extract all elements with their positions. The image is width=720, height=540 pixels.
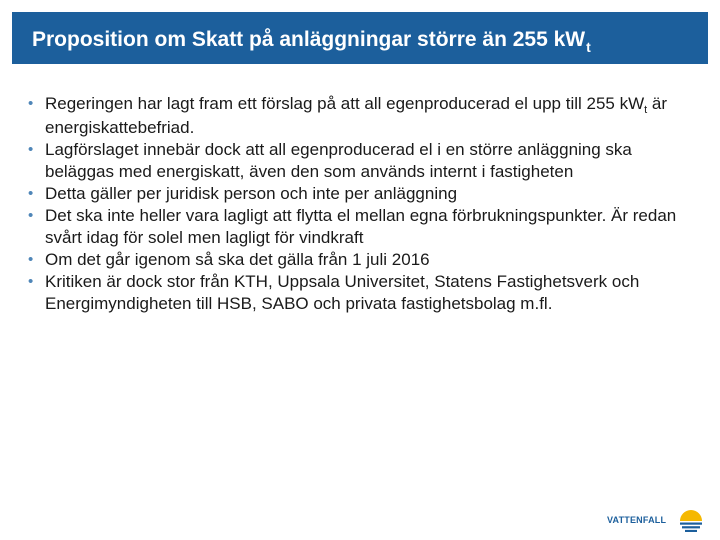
bullet-icon: •	[28, 273, 34, 290]
bullet-icon: •	[28, 95, 34, 112]
bullet-item: • Regeringen har lagt fram ett förslag på att all egenproducerad el upp till 255 $kW_t$ är energiskattebefriad.	[28, 94, 668, 137]
slide-title: Proposition om Skatt på anläggningar större än 255 $kW_t$	[32, 28, 591, 55]
bullet-icon: •	[28, 185, 34, 202]
bullet-icon: •	[28, 251, 34, 268]
bullet-item: • Om det går igenom så ska det gälla från 1 juli 2016	[28, 250, 430, 269]
bullet-item: • Detta gäller per juridisk person och inte per anläggning	[28, 184, 458, 203]
logo-text: VATTENFALL	[607, 515, 667, 525]
bullet-icon: •	[28, 207, 34, 224]
bullet-item: • Kritiken är dock stor från KTH, Uppsala Universitet, Statens Fastighetsverk och Energimyndigheten till HSB, SABO och privata fastighetsbolag m.fl.	[28, 272, 640, 313]
bullet-item: • Det ska inte heller vara lagligt att flytta el mellan egna förbrukningspunkter. Är redan svårt idag för solel men lagligt för vindkraft	[28, 206, 677, 247]
bullet-list	[28, 93, 688, 315]
vattenfall-logo	[607, 507, 707, 533]
title-bar	[12, 12, 708, 64]
bullet-item: • Lagförslaget innebär dock att all egenproducerad el i en större anläggning ska beläggas med energiskatt, även den som används internt i fastigheten	[28, 140, 632, 181]
vattenfall-sun-icon	[677, 507, 705, 533]
bullet-icon: •	[28, 141, 34, 158]
